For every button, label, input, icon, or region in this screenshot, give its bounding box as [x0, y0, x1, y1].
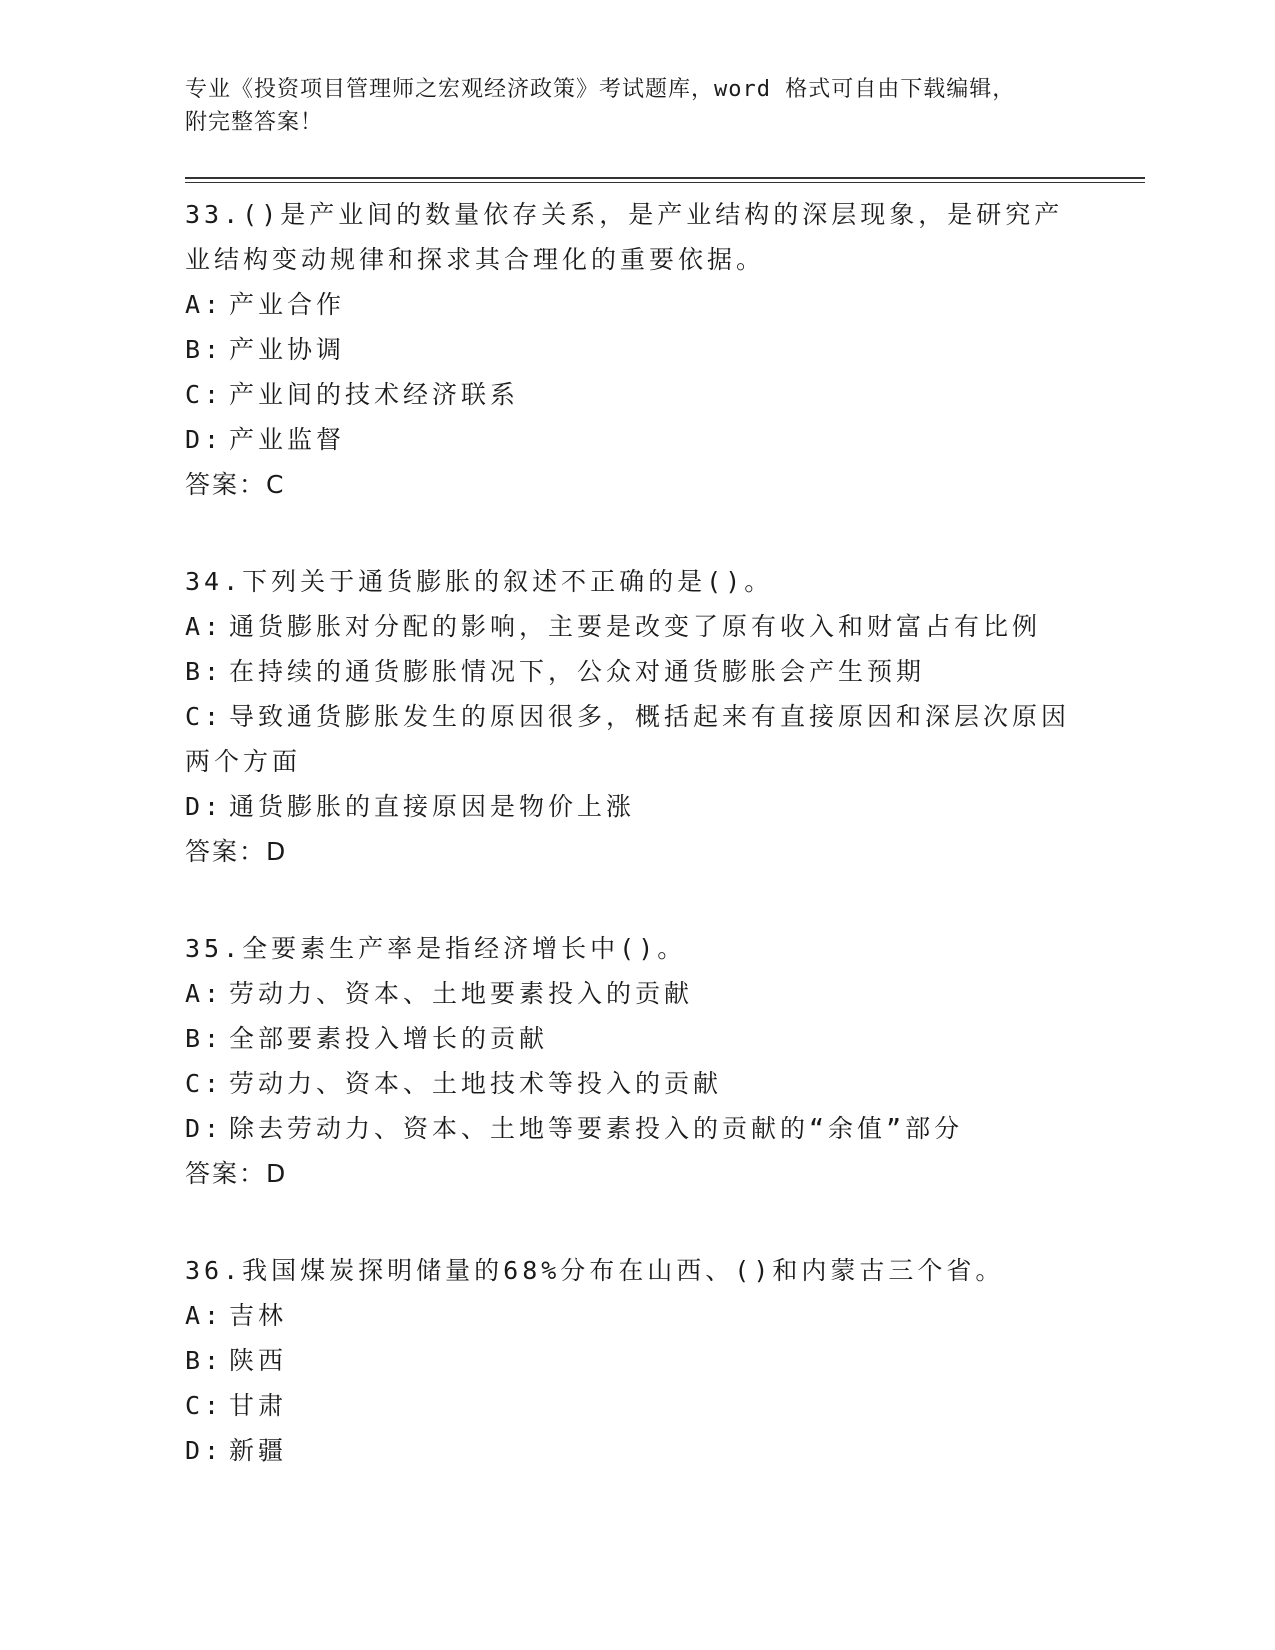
question-list — [185, 192, 1070, 1473]
option-letter: C: — [185, 380, 224, 409]
header-line-1: 专业《投资项目管理师之宏观经济政策》考试题库，word 格式可自由下载编辑， — [185, 77, 1016, 102]
option-b — [185, 649, 1070, 694]
option-text: 通货膨胀对分配的影响，主要是改变了原有收入和财富占有比例 — [229, 612, 1042, 641]
option-b — [185, 1016, 1070, 1061]
option-a — [185, 1293, 1070, 1338]
option-text: 劳动力、资本、土地技术等投入的贡献 — [229, 1069, 723, 1098]
option-letter: B: — [185, 335, 224, 364]
question-stem: 36.我国煤炭探明储量的68%分布在山西、()和内蒙古三个省。 — [185, 1256, 1005, 1285]
header-rule-thin — [185, 182, 1145, 183]
option-letter: A: — [185, 979, 224, 1008]
option-text: 通货膨胀的直接原因是物价上涨 — [229, 792, 636, 821]
option-a — [185, 282, 1070, 327]
option-letter: B: — [185, 1346, 224, 1375]
option-text: 产业监督 — [229, 425, 346, 454]
answer-line: 答案：D — [185, 1159, 288, 1188]
question-stem: 33.()是产业间的数量依存关系，是产业结构的深层现象，是研究产业结构变动规律和探求其合理化的重要依据。 — [185, 200, 1064, 274]
option-letter: D: — [185, 1114, 224, 1143]
option-text: 新疆 — [229, 1436, 288, 1465]
option-c — [185, 1383, 1070, 1428]
option-c — [185, 694, 1070, 784]
option-text: 甘肃 — [229, 1391, 288, 1420]
option-letter: A: — [185, 612, 224, 641]
option-text: 陕西 — [229, 1346, 288, 1375]
question-36 — [185, 1248, 1070, 1473]
option-letter: C: — [185, 1391, 224, 1420]
option-b — [185, 1338, 1070, 1383]
option-text: 产业间的技术经济联系 — [229, 380, 520, 409]
option-a — [185, 604, 1070, 649]
answer-line: 答案：C — [185, 470, 286, 499]
option-b — [185, 327, 1070, 372]
option-letter: B: — [185, 1024, 224, 1053]
option-letter: B: — [185, 657, 224, 686]
option-c — [185, 372, 1070, 417]
option-text: 全部要素投入增长的贡献 — [229, 1024, 549, 1053]
question-34 — [185, 559, 1070, 874]
question-33 — [185, 192, 1070, 507]
question-stem: 34.下列关于通货膨胀的叙述不正确的是()。 — [185, 567, 774, 596]
option-letter: C: — [185, 702, 224, 731]
option-text: 产业协调 — [229, 335, 346, 364]
option-letter: C: — [185, 1069, 224, 1098]
option-text: 除去劳动力、资本、土地等要素投入的贡献的“余值”部分 — [229, 1114, 964, 1143]
header-rule-thick — [185, 177, 1145, 179]
question-stem: 35.全要素生产率是指经济增长中()。 — [185, 934, 687, 963]
option-text: 在持续的通货膨胀情况下，公众对通货膨胀会产生预期 — [229, 657, 926, 686]
option-letter: D: — [185, 1436, 224, 1465]
option-a — [185, 971, 1070, 1016]
option-letter: A: — [185, 1301, 224, 1330]
option-text: 产业合作 — [229, 290, 346, 319]
option-c — [185, 1061, 1070, 1106]
option-letter: A: — [185, 290, 224, 319]
question-35 — [185, 926, 1070, 1196]
option-d — [185, 417, 1070, 462]
option-text: 导致通货膨胀发生的原因很多，概括起来有直接原因和深层次原因两个方面 — [185, 702, 1071, 776]
option-d — [185, 784, 1070, 829]
option-d — [185, 1428, 1070, 1473]
option-d — [185, 1106, 1070, 1151]
option-text: 劳动力、资本、土地要素投入的贡献 — [229, 979, 694, 1008]
option-letter: D: — [185, 792, 224, 821]
option-text: 吉林 — [229, 1301, 288, 1330]
document-header — [185, 73, 1065, 139]
option-letter: D: — [185, 425, 224, 454]
answer-line: 答案：D — [185, 837, 288, 866]
header-line-2: 附完整答案！ — [185, 110, 324, 135]
